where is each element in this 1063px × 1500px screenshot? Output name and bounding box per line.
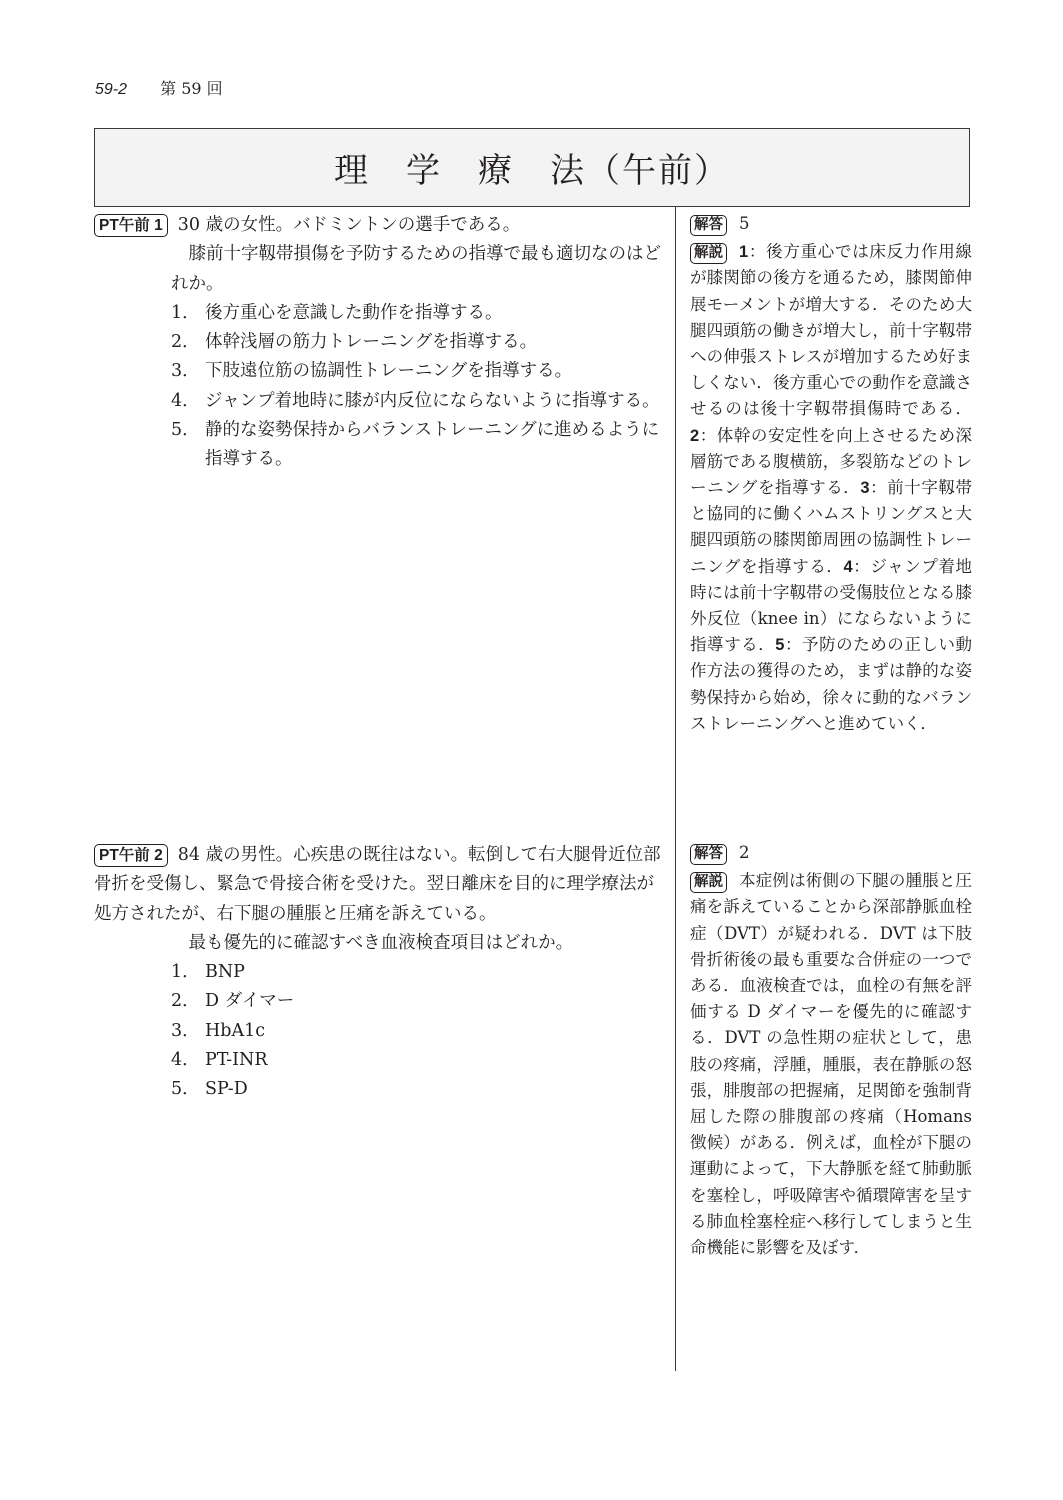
- explanation-item-number: 1: [739, 243, 749, 262]
- answer-1-line: [690, 211, 972, 237]
- choice-text: 後方重心を意識した動作を指導する。: [205, 302, 503, 323]
- choice-text: D ダイマー: [205, 991, 295, 1012]
- explanation-item-text: ：後方重心では床反力作用線が膝関節の後方を通るため，膝関節伸展モーメントが増大する．そのため大腿四頭筋の働きが増大し，前十字靱帯への伸張ストレスが増加するため好ましくない．後方重心での動作を意識させるのは後十字靱帯損傷時である．: [690, 242, 972, 419]
- answer-value: 5: [739, 214, 750, 233]
- choice-number: 5．: [171, 1079, 200, 1100]
- choice-number: 2．: [171, 991, 200, 1012]
- choice-text: SP-D: [205, 1079, 248, 1100]
- question-2-stem-rest: 最も優先的に確認すべき血液検査項目はどれか。: [188, 932, 574, 953]
- answer-2: [690, 840, 972, 1261]
- question-1-stem-first: 30 歳の女性。バドミントンの選手である。: [177, 215, 521, 235]
- choice[interactable]: [171, 987, 668, 1016]
- choice-number: 3．: [171, 1020, 200, 1041]
- explanation-item-text: ：ジャンプ着地時には前十字靱帯の受傷肢位となる膝外反位（knee in）にならないように指導する．: [690, 556, 973, 655]
- explanation-item-number: 2: [690, 426, 700, 445]
- answer-label: 解答: [690, 844, 727, 865]
- choice-text: BNP: [205, 962, 245, 983]
- choice-number: 3．: [171, 361, 200, 382]
- choice-text: 静的な姿勢保持からバランストレーニングに進めるように指導する。: [205, 420, 660, 470]
- explanation-item-text: ：体幹の安定性を向上させるため深層筋である腹横筋，多裂筋などのトレーニングを指導する．: [690, 425, 972, 498]
- choice-text: 体幹浅層の筋力トレーニングを指導する。: [205, 332, 538, 353]
- explanation-label: 解説: [690, 872, 727, 893]
- answer-2-line: [690, 840, 972, 866]
- question-2-head: [94, 841, 668, 929]
- choice[interactable]: [171, 387, 668, 416]
- choice[interactable]: [171, 328, 668, 357]
- question-2: [94, 841, 668, 1105]
- page-number: 59-2: [95, 81, 128, 98]
- page-header: [95, 76, 223, 99]
- explanation-2: [690, 868, 972, 1261]
- choice[interactable]: [171, 1017, 668, 1046]
- choice[interactable]: [171, 958, 668, 987]
- choice[interactable]: [171, 416, 668, 475]
- question-2-label: PT午前 2: [94, 844, 168, 867]
- question-1-label: PT午前 1: [94, 214, 168, 237]
- explanation-item-number: 5: [775, 636, 785, 655]
- choice-number: 4．: [171, 390, 200, 411]
- choice-number: 5．: [171, 420, 200, 441]
- page-title: 理 学 療 法（午前）: [334, 151, 730, 191]
- question-2-stem: [94, 929, 668, 958]
- answer-label: 解答: [690, 215, 727, 236]
- choice-text: HbA1c: [205, 1020, 266, 1041]
- title-box: [94, 128, 970, 207]
- question-1-stem: [94, 240, 668, 299]
- explanation-item-text: ：前十字靱帯と協同的に働くハムストリングスと大腿四頭筋の膝関節周囲の協調性トレーニングを指導する．: [690, 478, 973, 576]
- answer-value: 2: [739, 843, 750, 862]
- question-1-choices: [94, 299, 668, 475]
- choice-number: 4．: [171, 1050, 200, 1071]
- explanation-1: [690, 239, 972, 737]
- choice[interactable]: [171, 1075, 668, 1104]
- column-divider: [675, 206, 676, 1371]
- explanation-text: 本症例は術側の下腿の腫脹と圧痛を訴えていることから深部静脈血栓症（DVT）が疑われる．DVT は下肢骨折術後の最も重要な合併症の一つである．血液検査では，血栓の有無を評価する D ダイマーを優先的に確認する．DVT の急性期の症状として，患肢の疼痛，浮腫，腫脹，表在静脈の怒張，腓腹部の把握痛，足関節を強制背屈した際の腓腹部の疼痛（Homans 徴候）がある．例えば，血栓が下腿の運動によって，下大静脈を経て肺動脈を塞栓し，呼吸障害や循環障害を呈する肺血栓塞栓症へ移行してしまうと生命機能に影響を及ぼす．: [690, 871, 972, 1258]
- choice-text: 下肢遠位筋の協調性トレーニングを指導する。: [205, 361, 573, 382]
- choice[interactable]: [171, 299, 668, 328]
- answer-1: [690, 211, 972, 737]
- choice-number: 1．: [171, 962, 200, 983]
- choice-number: 2．: [171, 332, 200, 353]
- explanation-item-number: 4: [843, 557, 853, 576]
- choice-text: ジャンプ着地時に膝が内反位にならないように指導する。: [205, 390, 660, 411]
- choice-text: PT-INR: [205, 1050, 268, 1071]
- question-2-stem-first: 84 歳の男性。心疾患の既往はない。転倒して右大腿骨近位部骨折を受傷し、緊急で骨接合術を受けた。翌日離床を目的に理学療法が処方されたが、右下腿の腫脹と圧痛を訴えている。: [94, 845, 661, 924]
- question-1: [94, 211, 668, 475]
- exam-round: 第 59 回: [160, 79, 223, 98]
- choice-number: 1．: [171, 302, 200, 323]
- explanation-item-text: ：予防のための正しい動作方法の獲得のため，まずは静的な姿勢保持から始め，徐々に動的なバランストレーニングへと進めていく．: [690, 635, 973, 733]
- choice[interactable]: [171, 357, 668, 386]
- choice[interactable]: [171, 1046, 668, 1075]
- question-2-choices: [94, 958, 668, 1104]
- question-1-stem-rest: 膝前十字靱帯損傷を予防するための指導で最も適切なのはどれか。: [171, 244, 661, 294]
- question-1-head: [94, 211, 668, 240]
- explanation-label: 解説: [690, 243, 727, 264]
- explanation-item-number: 3: [860, 479, 870, 498]
